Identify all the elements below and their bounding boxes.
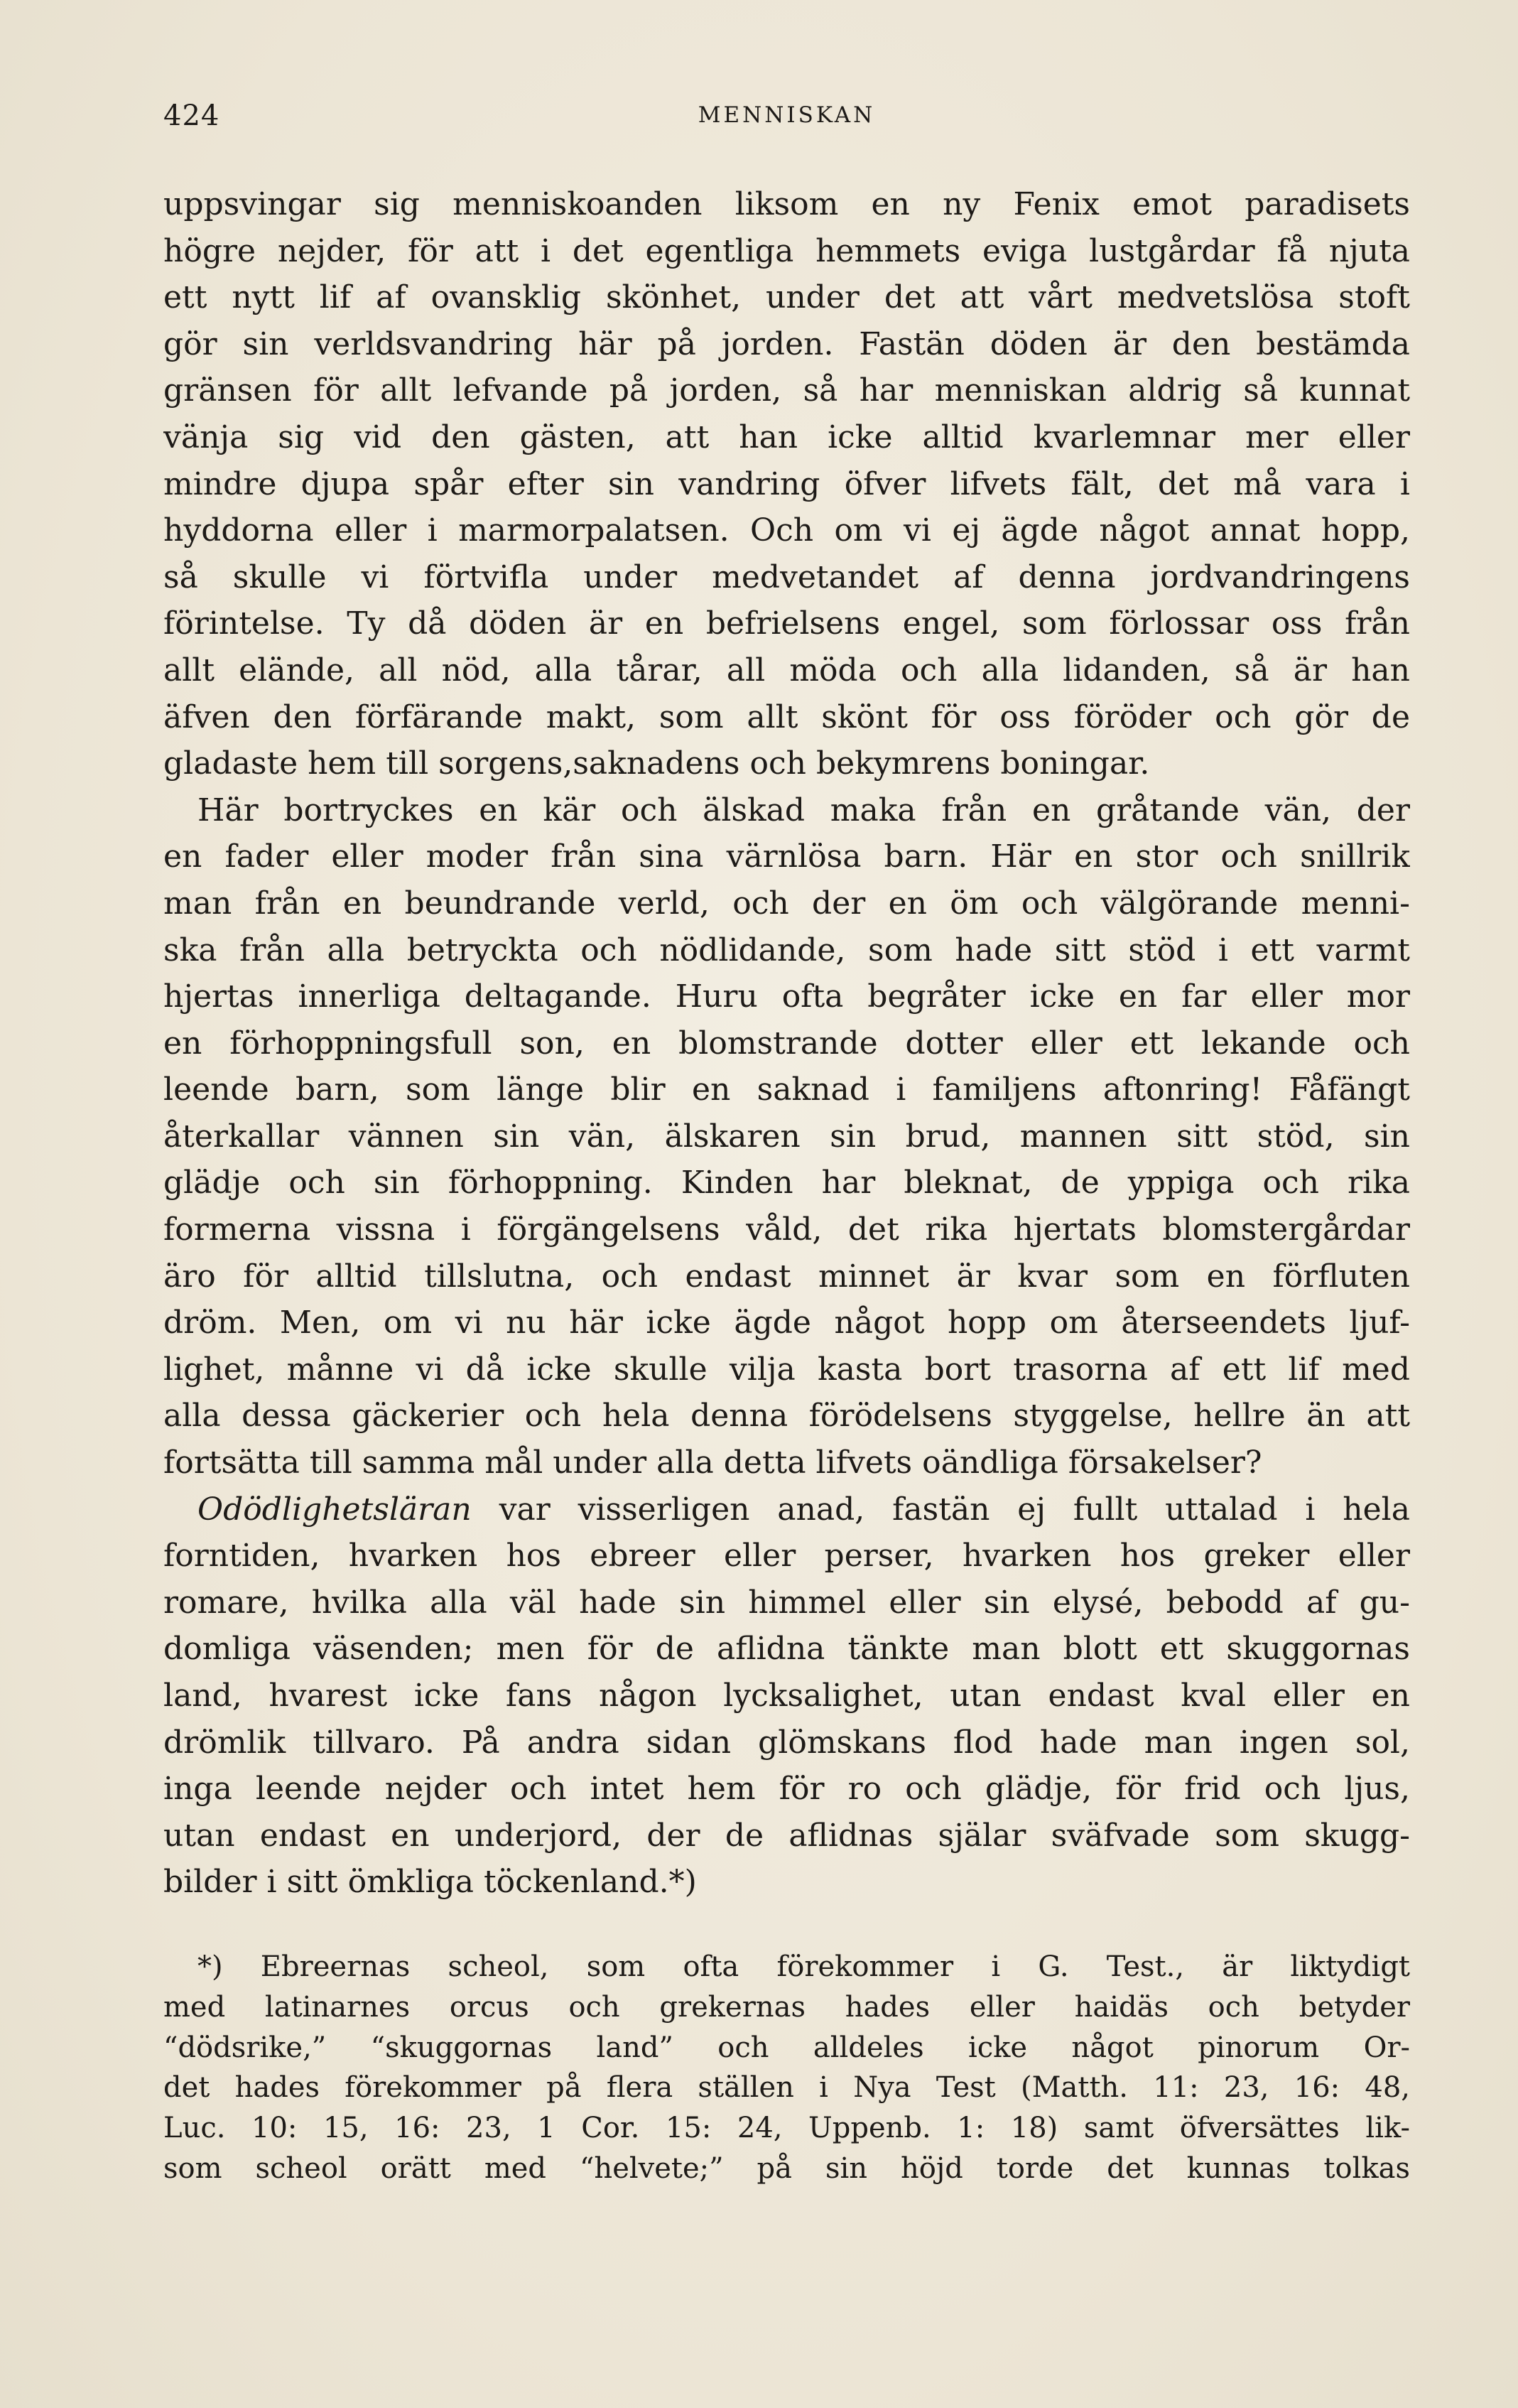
footnote [163,1947,1410,2189]
footnote-line: Luc. 10: 15, 16: 23, 1 Cor. 15: 24, Uppenb. 1: 18) samt öfversättes lik- [163,2112,1410,2145]
text-line: ett nytt lif af ovansklig skönhet, under det att vårt medvetslösa stoft [163,279,1410,316]
running-head: MENNISKAN [698,102,876,128]
text-line: glädje och sin förhoppning. Kinden har bleknat, de yppiga och rika [163,1165,1410,1202]
text-line: allt elände, all nöd, alla tårar, all möda och alla lidanden, så är han [163,652,1410,689]
footnote-line: som scheol orätt med “helvete;” på sin höjd torde det kunnas tolkas [163,2151,1410,2185]
text-line: land, hvarest icke fans någon lycksalighet, utan endast kval eller en [163,1678,1410,1714]
text-line: hjertas innerliga deltagande. Huru ofta begråter icke en far eller mor [163,978,1410,1015]
text-line: ska från alla betryckta och nödlidande, som hade sitt stöd i ett varmt [163,932,1410,968]
text-line: fortsätta till samma mål under alla detta lifvets oändliga försakelser? [163,1445,1262,1481]
text-line: formerna vissna i förgängelsens våld, det rika hjertats blomstergårdar [163,1211,1410,1248]
body-text [163,181,1410,1906]
text-line: så skulle vi förtvifla under medvetandet af denna jordvandringens [163,558,1410,595]
text-line: domliga väsenden; men för de aflidna tänkte man blott ett skuggornas [163,1631,1410,1668]
text-line: forntiden, hvarken hos ebreer eller perser, hvarken hos greker eller [163,1538,1410,1575]
text-line: Här bortryckes en kär och älskad maka från en gråtande vän, der [197,792,1410,828]
text-line: äfven den förfärande makt, som allt skönt för oss föröder och gör de [163,698,1410,735]
text-line: återkallar vännen sin vän, älskaren sin brud, mannen sitt stöd, sin [163,1118,1410,1155]
text-line: mindre djupa spår efter sin vandring öfver lifvets fält, det må vara i [163,465,1410,502]
text-line: lighet, månne vi då icke skulle vilja kasta bort trasorna af ett lif med [163,1351,1410,1388]
text-line: romare, hvilka alla väl hade sin himmel eller sin elysé, bebodd af gu- [163,1584,1410,1621]
text-line-italic-lead [163,1486,1410,1533]
footnote-line: “dödsrike,” “skuggornas land” och alldeles icke något pinorum Or- [163,2031,1410,2064]
text-line-rest: var visserligen anad, fastän ej fullt uttalad i hela [499,1491,1410,1528]
text-line: drömlik tillvaro. På andra sidan glömskans flod hade man ingen sol, [163,1724,1410,1761]
text-line: leende barn, som länge blir en saknad i familjens aftonring! Fåfängt [163,1071,1410,1108]
text-line: utan endast en underjord, der de aflidnas själar sväfvade som skugg- [163,1817,1410,1854]
page-header [163,99,1410,142]
footnote-line: med latinarnes orcus och grekernas hades eller haidäs och betyder [163,1990,1410,2024]
text-line: bilder i sitt ömkliga töckenland.*) [163,1864,697,1901]
text-line: man från en beundrande verld, och der en öm och välgörande menni- [163,885,1410,922]
footnote-line: det hades förekommer på flera ställen i Nya Test (Matth. 11: 23, 16: 48, [163,2071,1410,2105]
text-line: dröm. Men, om vi nu här icke ägde något hopp om återseendets ljuf- [163,1305,1410,1341]
footnote-line: *) Ebreernas scheol, som ofta förekommer i G. Test., är liktydigt [197,1950,1410,1983]
text-line: förintelse. Ty då döden är en befrielsens engel, som förlossar oss från [163,605,1410,642]
text-line: alla dessa gäckerier och hela denna förödelsens styggelse, hellre än att [163,1398,1410,1435]
text-line: hyddorna eller i marmorpalatsen. Och om vi ej ägde något annat hopp, [163,512,1410,549]
text-line: en förhoppningsfull son, en blomstrande dotter eller ett lekande och [163,1025,1410,1062]
text-line: en fader eller moder från sina värnlösa barn. Här en stor och snillrik [163,838,1410,875]
text-line: gränsen för allt lefvande på jorden, så har menniskan aldrig så kunnat [163,372,1410,409]
text-line: äro för alltid tillslutna, och endast minnet är kvar som en förfluten [163,1258,1410,1295]
italic-term: Odödlighetsläran [197,1491,472,1528]
text-line: inga leende nejder och intet hem för ro och glädje, för frid och ljus, [163,1771,1410,1808]
text-line: gladaste hem till sorgens,saknadens och bekymrens boningar. [163,745,1150,782]
page-number: 424 [163,99,220,132]
text-line: uppsvingar sig menniskoanden liksom en ny Fenix emot paradisets [163,186,1410,222]
text-line: gör sin verldsvandring här på jorden. Fastän döden är den bestämda [163,325,1410,362]
text-line: vänja sig vid den gästen, att han icke alltid kvarlemnar mer eller [163,419,1410,455]
text-line: högre nejder, för att i det egentliga hemmets eviga lustgårdar få njuta [163,232,1410,269]
